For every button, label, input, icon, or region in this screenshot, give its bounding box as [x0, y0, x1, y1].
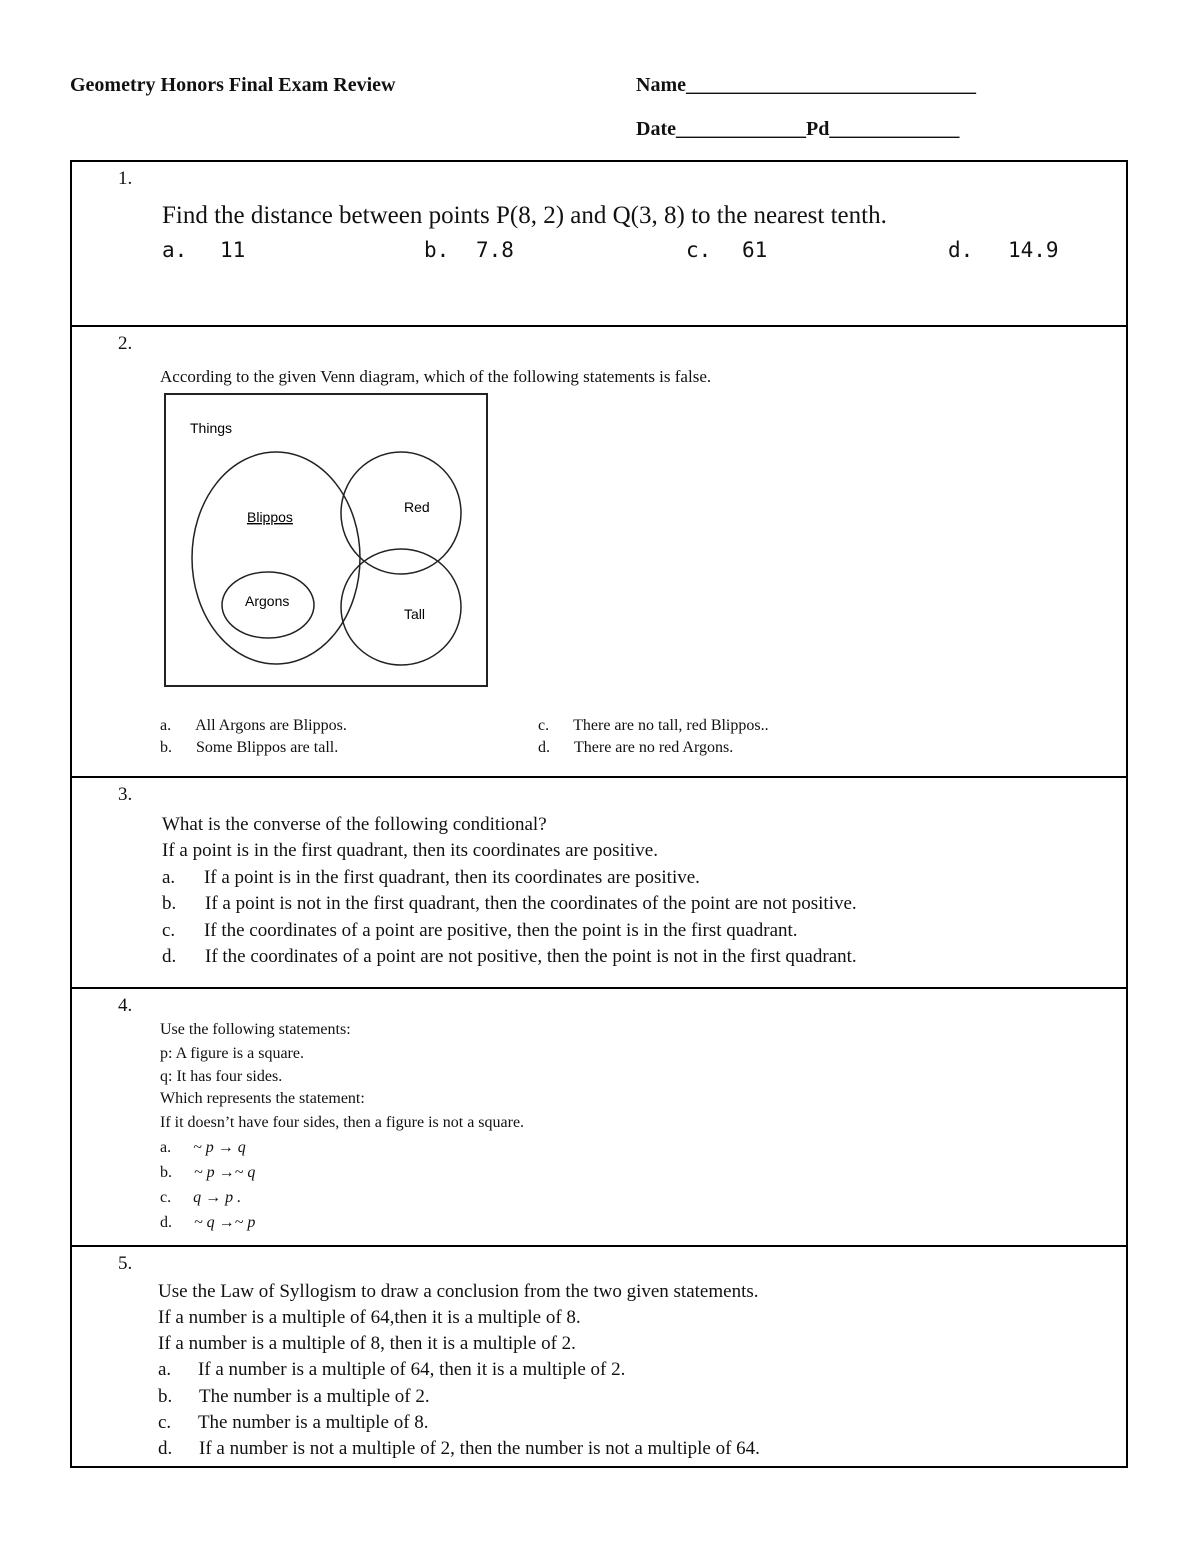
choice-text: There are no tall, red Blippos.. — [573, 717, 769, 734]
choice-letter: c. — [162, 920, 176, 941]
choice-b[interactable] — [424, 238, 514, 262]
venn-label-things: Things — [190, 420, 233, 436]
question-number: 4. — [118, 995, 133, 1016]
question-5 — [72, 1247, 1126, 1468]
venn-label-red: Red — [404, 499, 430, 515]
choice-text: If a number is a multiple of 64, then it is a multiple of 2. — [197, 1359, 626, 1380]
choice-letter: c. — [158, 1412, 172, 1433]
choice-d[interactable] — [162, 946, 857, 968]
choice-d[interactable] — [948, 238, 1059, 262]
choice-letter: d. — [948, 238, 974, 262]
choice-letter: a. — [160, 1139, 172, 1156]
choice-text: The number is a multiple of 2. — [199, 1386, 430, 1407]
target-statement: If it doesn’t have four sides, then a figure is not a square. — [160, 1114, 525, 1131]
choice-c[interactable] — [160, 1189, 241, 1207]
choice-letter: d. — [160, 1214, 172, 1231]
question-1 — [72, 162, 1126, 327]
instruction-line: Use the following statements: — [160, 1021, 351, 1038]
choice-text: 61 — [741, 238, 768, 262]
choice-b[interactable] — [160, 1164, 255, 1182]
choice-letter: b. — [158, 1386, 173, 1407]
choice-text: q → p . — [193, 1189, 242, 1206]
choice-letter: a. — [162, 238, 188, 262]
choice-d[interactable] — [158, 1438, 760, 1460]
date-period-field[interactable]: Date_____________Pd_____________ — [636, 118, 960, 140]
choice-letter: b. — [162, 893, 177, 914]
choice-a[interactable] — [160, 1139, 246, 1157]
choice-letter: b. — [160, 739, 172, 756]
choice-letter: a. — [158, 1359, 172, 1380]
choice-text: 11 — [219, 238, 246, 262]
choice-a[interactable] — [158, 1359, 625, 1381]
question-2 — [72, 327, 1126, 778]
choice-a[interactable] — [162, 867, 700, 889]
question-4 — [72, 989, 1126, 1247]
choice-text: There are no red Argons. — [574, 739, 734, 756]
question-prompt: Find the distance between points P(8, 2) and Q(3, 8) to the nearest tenth. — [162, 202, 887, 229]
choice-text: ~ q →~ p — [194, 1214, 256, 1231]
question-table — [70, 160, 1128, 1468]
choice-text: Some Blippos are tall. — [196, 739, 339, 756]
choice-text: ~ p →~ q — [194, 1164, 256, 1181]
choice-b[interactable] — [160, 739, 338, 757]
choice-letter: c. — [160, 1189, 172, 1206]
question-3 — [72, 778, 1126, 989]
venn-tall-circle — [341, 549, 461, 665]
choice-b[interactable] — [162, 893, 857, 915]
name-field[interactable]: Name_____________________________ — [636, 74, 976, 96]
premise-1: If a number is a multiple of 64,then it is a multiple of 8. — [158, 1307, 581, 1328]
venn-diagram — [164, 393, 490, 689]
choice-letter: d. — [158, 1438, 173, 1459]
question-number: 1. — [118, 168, 133, 189]
venn-label-tall: Tall — [404, 606, 426, 622]
choice-c[interactable] — [162, 920, 798, 942]
venn-red-circle — [341, 452, 461, 574]
choice-letter: a. — [162, 867, 176, 888]
choice-letter: c. — [686, 238, 712, 262]
statement-q: q: It has four sides. — [160, 1068, 283, 1085]
choice-text: All Argons are Blippos. — [195, 717, 347, 734]
choice-b[interactable] — [158, 1386, 430, 1408]
choice-text: 14.9 — [1007, 238, 1059, 262]
statement-p: p: A figure is a square. — [160, 1045, 304, 1062]
choice-c[interactable] — [538, 717, 769, 735]
choice-a[interactable] — [162, 238, 245, 262]
question-prompt: Use the Law of Syllogism to draw a conclusion from the two given statements. — [158, 1281, 759, 1302]
choice-text: ~ p → q — [193, 1139, 246, 1156]
choice-letter: b. — [160, 1164, 172, 1181]
choice-c[interactable] — [158, 1412, 429, 1434]
choice-letter: c. — [538, 717, 550, 734]
venn-label-argons: Argons — [245, 593, 290, 609]
choice-text: The number is a multiple of 8. — [197, 1412, 429, 1433]
choice-letter: b. — [424, 238, 450, 262]
choice-letter: d. — [538, 739, 550, 756]
page-title: Geometry Honors Final Exam Review — [70, 74, 396, 96]
venn-label-blippos: Blippos — [247, 509, 293, 525]
premise-2: If a number is a multiple of 8, then it is a multiple of 2. — [158, 1333, 576, 1354]
choice-text: If a point is not in the first quadrant, then the coordinates of the point are not positive. — [205, 893, 857, 914]
choice-letter: d. — [162, 946, 177, 967]
choice-text: If the coordinates of a point are not positive, then the point is not in the first quadrant. — [205, 946, 857, 967]
choice-d[interactable] — [538, 739, 733, 757]
choice-a[interactable] — [160, 717, 347, 735]
question-number: 3. — [118, 784, 133, 805]
choice-text: 7.8 — [475, 238, 514, 262]
choice-text: If a point is in the first quadrant, then its coordinates are positive. — [203, 867, 700, 888]
choice-c[interactable] — [686, 238, 767, 262]
question-number: 5. — [118, 1253, 133, 1274]
question-prompt: According to the given Venn diagram, which of the following statements is false. — [160, 367, 712, 386]
venn-blippos-circle — [192, 452, 360, 664]
choice-text: If a number is not a multiple of 2, then the number is not a multiple of 64. — [199, 1438, 760, 1459]
instruction-line: Which represents the statement: — [160, 1090, 365, 1107]
conditional-statement: If a point is in the first quadrant, then its coordinates are positive. — [162, 840, 658, 861]
choice-letter: a. — [160, 717, 172, 734]
question-prompt: What is the converse of the following conditional? — [162, 814, 547, 835]
question-number: 2. — [118, 333, 133, 354]
choice-d[interactable] — [160, 1214, 255, 1232]
choice-text: If the coordinates of a point are positive, then the point is in the first quadrant. — [203, 920, 798, 941]
